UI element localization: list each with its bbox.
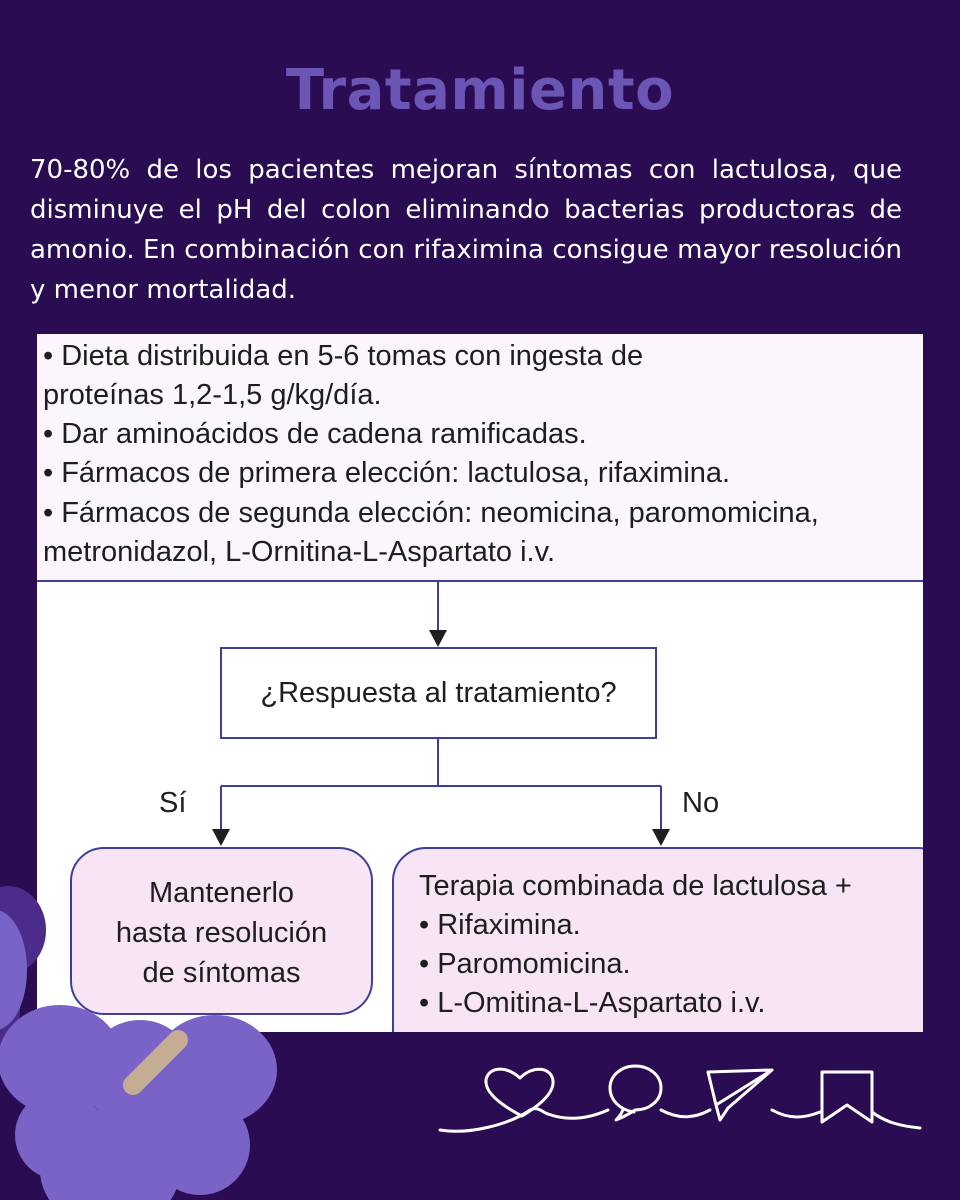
no-outcome-line: • L-Omitina-L-Aspartato i.v. bbox=[419, 987, 766, 1019]
doodle-line bbox=[772, 1110, 820, 1117]
measure-line: • Fármacos de segunda elección: neomicina, paromomicina, bbox=[43, 497, 819, 529]
measure-line: • Dar aminoácidos de cadena ramificadas. bbox=[43, 418, 587, 450]
yes-outcome-line: hasta resolución bbox=[115, 917, 328, 949]
decision-box: ¿Respuesta al tratamiento? bbox=[220, 647, 657, 739]
yes-outcome-line: Mantenerlo bbox=[148, 877, 295, 909]
no-outcome-line: • Paromomicina. bbox=[419, 948, 631, 980]
heart-icon[interactable] bbox=[486, 1069, 553, 1116]
yes-label: Sí bbox=[159, 787, 187, 819]
doodle-line bbox=[661, 1110, 710, 1117]
measure-line: proteínas 1,2-1,5 g/kg/día. bbox=[43, 379, 382, 411]
no-label: No bbox=[682, 787, 720, 819]
measure-line: metronidazol, L-Ornitina-L-Aspartato i.v. bbox=[43, 536, 556, 568]
measure-line: • Dieta distribuida en 5-6 tomas con ingesta de bbox=[43, 340, 644, 372]
measure-line: • Fármacos de primera elección: lactulosa, rifaximina. bbox=[43, 457, 731, 489]
no-outcome-box bbox=[392, 847, 923, 1032]
bookmark-icon[interactable] bbox=[822, 1072, 872, 1122]
doodle-line bbox=[872, 1112, 920, 1128]
page-title: Tratamiento bbox=[285, 58, 675, 123]
no-outcome-line: Terapia combinada de lactulosa + bbox=[419, 870, 852, 902]
send-icon[interactable] bbox=[708, 1070, 772, 1120]
decorative-flowers bbox=[0, 860, 320, 1200]
flower-icon bbox=[0, 910, 277, 1200]
doodle-line bbox=[548, 1110, 608, 1118]
social-actions bbox=[430, 1050, 930, 1140]
intro-paragraph: 70-80% de los pacientes mejoran síntomas con lactulosa, que disminuye el pH del colon eliminando bacterias productoras de amonio. En combinación con rifaximina consigue mayor resolución y menor mortalidad. bbox=[30, 155, 902, 305]
comment-icon[interactable] bbox=[610, 1066, 661, 1120]
arrow-down-icon bbox=[652, 829, 670, 846]
doodle-line bbox=[440, 1109, 548, 1132]
yes-outcome-line: de síntomas bbox=[142, 957, 301, 989]
arrow-down-icon bbox=[429, 630, 447, 647]
arrow-down-icon bbox=[212, 829, 230, 846]
no-outcome-line: • Rifaximina. bbox=[419, 909, 581, 941]
